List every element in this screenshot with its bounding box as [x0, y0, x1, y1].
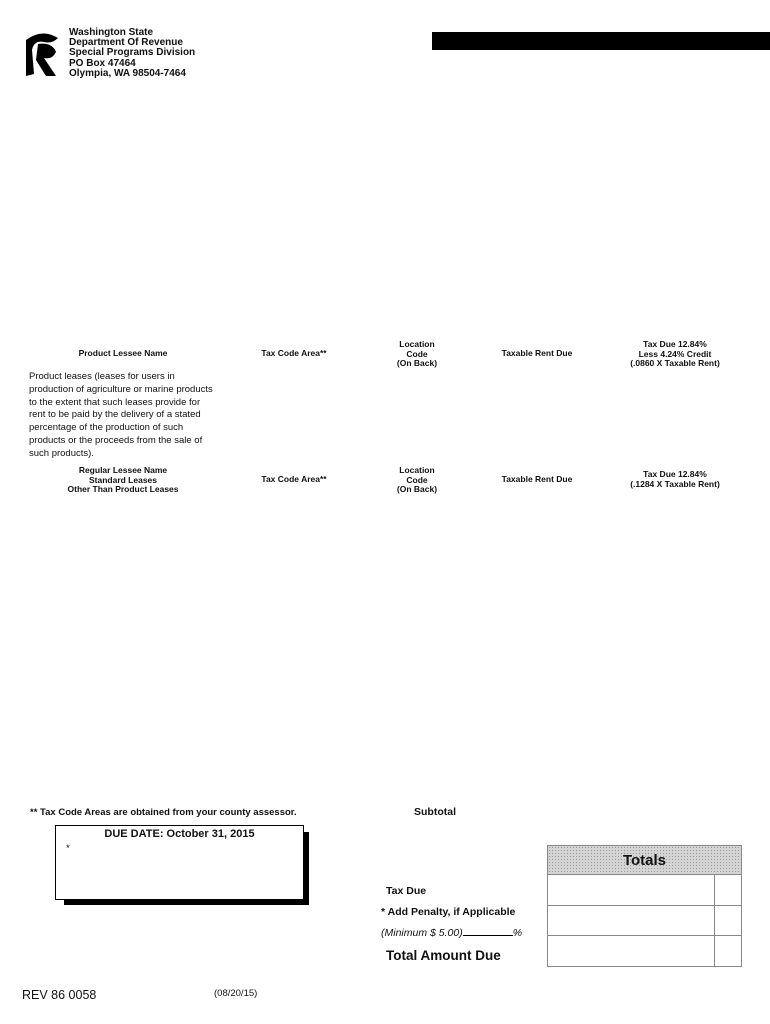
minimum-penalty-label: (Minimum $ 5.00)	[381, 927, 463, 939]
totals-cents-divider	[714, 875, 715, 966]
tax-code-note: ** Tax Code Areas are obtained from your county assessor.	[30, 807, 297, 818]
address-line: Washington State	[69, 27, 154, 38]
address-line: Department Of Revenue	[69, 37, 183, 49]
address-line: Special Programs Division	[69, 47, 196, 59]
dor-logo-icon	[22, 30, 62, 78]
penalty-label: * Add Penalty, if Applicable	[381, 906, 516, 918]
tax-due-label: Tax Due	[386, 885, 427, 897]
total-amount-due-label: Total Amount Due	[386, 948, 501, 963]
taxable-rent-header: Taxable Rent Due	[501, 348, 573, 358]
location-code-header: Location Code (On Back)	[396, 465, 438, 494]
due-date-asterisk: *	[66, 843, 70, 854]
due-date-label: DUE DATE: October 31, 2015	[104, 828, 255, 840]
tax-code-area-header: Tax Code Area**	[261, 348, 327, 358]
totals-row-divider	[548, 935, 741, 936]
totals-row-divider	[548, 905, 741, 906]
taxable-rent-header: Taxable Rent Due	[501, 474, 573, 484]
totals-header: Totals	[547, 845, 742, 875]
form-number: REV 86 0058	[22, 988, 97, 1002]
penalty-percent-field[interactable]	[463, 925, 513, 936]
header-bar	[432, 32, 770, 50]
regular-lessee-name-header: Regular Lessee Name Standard Leases Other Than Product Leases	[67, 465, 179, 494]
form-date: (08/20/15)	[214, 988, 258, 999]
agency-address	[69, 28, 195, 79]
minimum-penalty	[381, 925, 522, 939]
totals-grid	[547, 875, 742, 967]
product-tax-due-header: Tax Due 12.84% Less 4.24% Credit (.0860 X Taxable Rent)	[630, 339, 720, 368]
tax-code-area-header: Tax Code Area**	[261, 474, 327, 484]
product-lessee-name-header: Product Lessee Name	[78, 348, 168, 358]
address-line: Olympia, WA 98504-7464	[69, 67, 186, 79]
percent-sign: %	[512, 927, 523, 939]
address-line: PO Box 47464	[69, 57, 136, 69]
regular-tax-due-header: Tax Due 12.84% (.1284 X Taxable Rent)	[630, 469, 720, 489]
product-lease-description: Product leases (leases for users in production of agriculture or marine products to the extent that such leases provide for rent to be paid by the delivery of a stated percentage of the production of such products or the proceeds from the sale of such products).	[29, 371, 213, 459]
subtotal-label: Subtotal	[414, 806, 456, 818]
location-code-header: Location Code (On Back)	[396, 339, 438, 368]
